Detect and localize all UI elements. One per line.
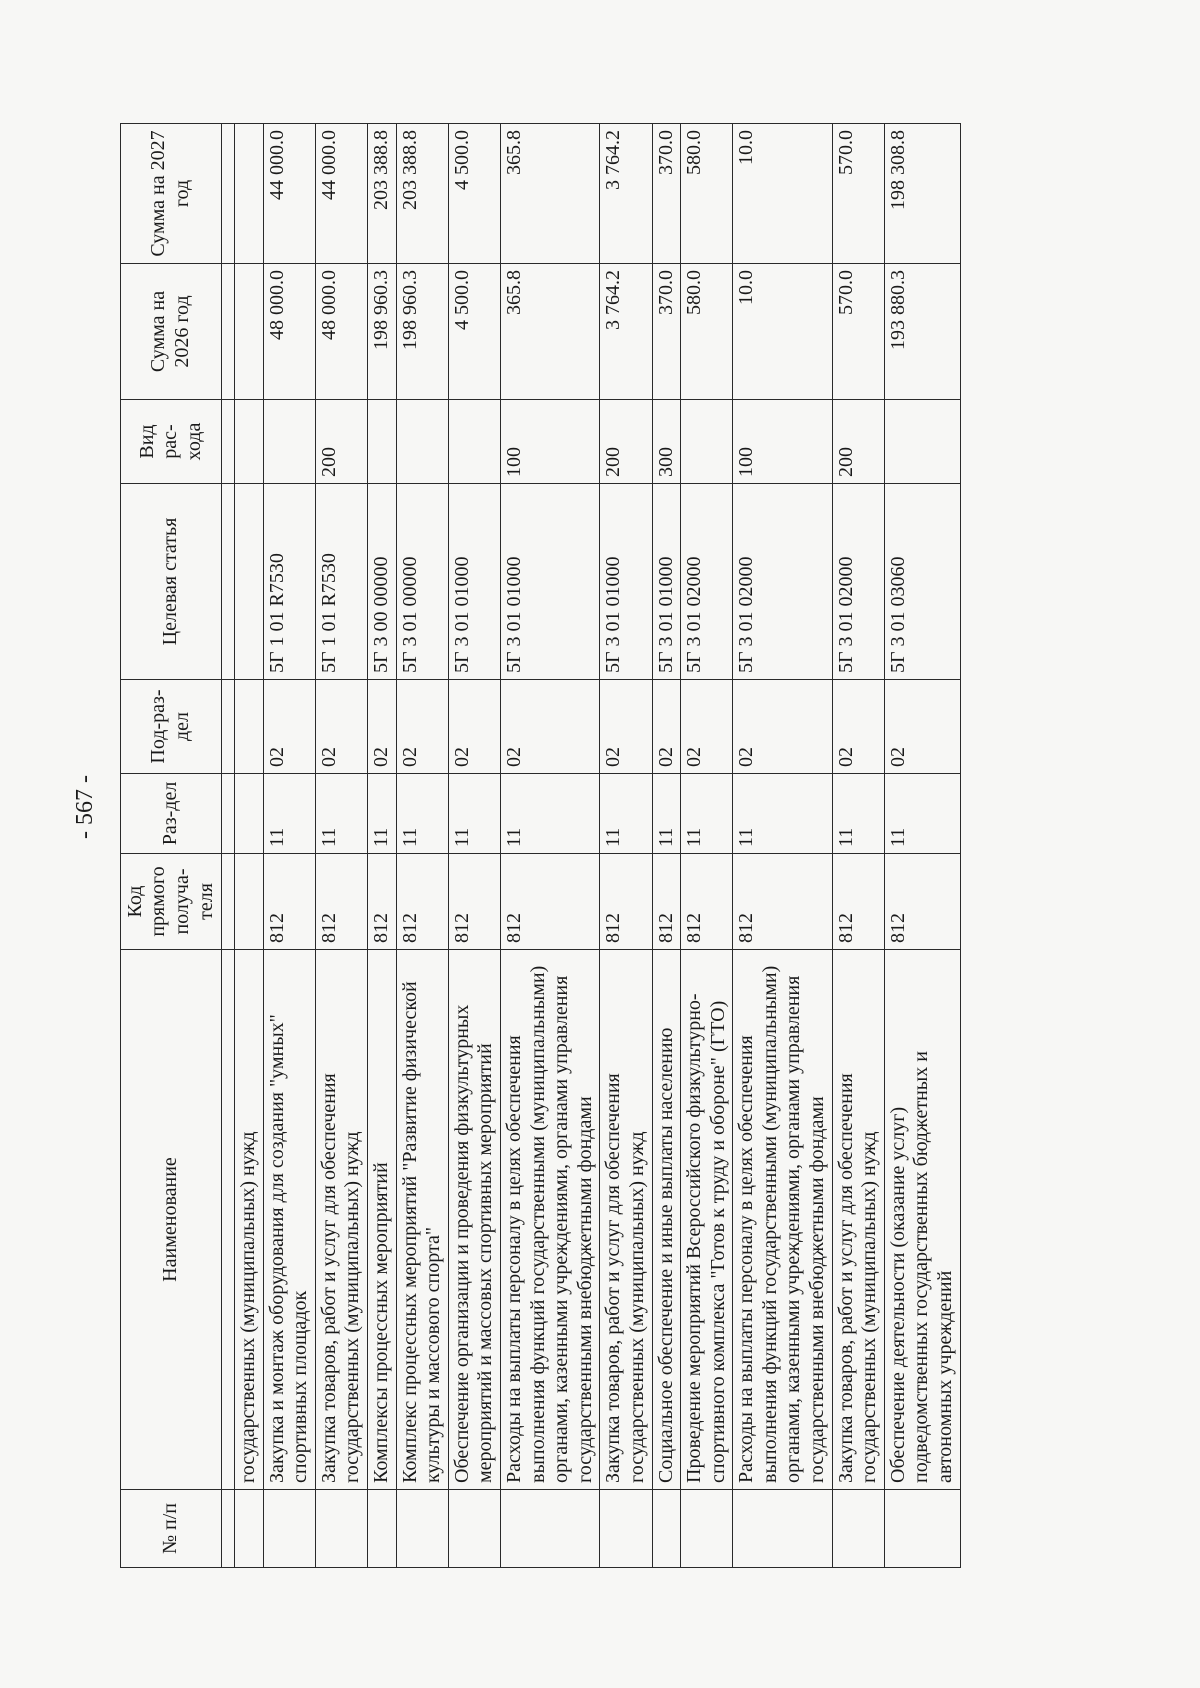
cell-recipient-code: 812 — [367, 854, 396, 950]
cell-target-article: 5Г 3 01 01000 — [500, 484, 599, 680]
cell-razdel: 11 — [884, 774, 960, 854]
cell-sum-2027: 4 500.0 — [448, 124, 500, 264]
table-row — [396, 124, 448, 1568]
cell-razdel: 11 — [448, 774, 500, 854]
cell-recipient-code — [235, 854, 264, 950]
cell-number — [733, 1490, 832, 1568]
cell-expense-type — [884, 400, 960, 484]
header-podrazdel: Под-раз-дел — [121, 680, 222, 774]
cell-target-article — [235, 484, 264, 680]
cell-recipient-code: 812 — [600, 854, 652, 950]
cell-expense-type — [448, 400, 500, 484]
cell-sum-2027: 3 764.2 — [600, 124, 652, 264]
cell-number — [448, 1490, 500, 1568]
cell-target-article: 5Г 1 01 R7530 — [263, 484, 315, 680]
cell-target-article: 5Г 3 01 01000 — [652, 484, 681, 680]
cell-sum-2026: 365.8 — [500, 264, 599, 400]
cell-recipient-code: 812 — [500, 854, 599, 950]
table-row — [733, 124, 832, 1568]
cell-expense-type — [367, 400, 396, 484]
cell-number — [235, 1490, 264, 1568]
cell-podrazdel: 02 — [367, 680, 396, 774]
cell-sum-2026: 570.0 — [832, 264, 884, 400]
cell-sum-2026: 10.0 — [733, 264, 832, 400]
cell-podrazdel: 02 — [500, 680, 599, 774]
cell-target-article: 5Г 3 01 02000 — [681, 484, 733, 680]
cell-sum-2026: 580.0 — [681, 264, 733, 400]
cell-sum-2026: 198 960.3 — [396, 264, 448, 400]
cell-sum-2027: 580.0 — [681, 124, 733, 264]
cell-podrazdel — [235, 680, 264, 774]
cell-razdel — [235, 774, 264, 854]
cell-number — [884, 1490, 960, 1568]
cell-recipient-code: 812 — [681, 854, 733, 950]
table-row — [600, 124, 652, 1568]
cell-target-article: 5Г 3 01 02000 — [733, 484, 832, 680]
table-row — [315, 124, 367, 1568]
cell-sum-2027: 365.8 — [500, 124, 599, 264]
table-row — [448, 124, 500, 1568]
cell-expense-type — [263, 400, 315, 484]
cell-target-article: 5Г 3 01 01000 — [448, 484, 500, 680]
cell-podrazdel: 02 — [832, 680, 884, 774]
spacer-row — [222, 124, 235, 1568]
rotated-table-container — [120, 124, 1060, 1568]
cell-podrazdel: 02 — [600, 680, 652, 774]
cell-target-article: 5Г 3 01 02000 — [832, 484, 884, 680]
header-number: № п/п — [121, 1490, 222, 1568]
cell-name: Комплекс процессных мероприятий "Развитие физической культуры и массового спорта" — [396, 950, 448, 1490]
cell-number — [367, 1490, 396, 1568]
cell-sum-2027: 570.0 — [832, 124, 884, 264]
cell-razdel: 11 — [733, 774, 832, 854]
header-sum-2027: Сумма на 2027 год — [121, 124, 222, 264]
cell-podrazdel: 02 — [396, 680, 448, 774]
table-row — [681, 124, 733, 1568]
cell-target-article: 5Г 3 01 03060 — [884, 484, 960, 680]
cell-razdel: 11 — [396, 774, 448, 854]
table-row — [832, 124, 884, 1568]
cell-sum-2027: 10.0 — [733, 124, 832, 264]
cell-number — [263, 1490, 315, 1568]
header-razdel: Раз-дел — [121, 774, 222, 854]
cell-sum-2027: 44 000.0 — [263, 124, 315, 264]
cell-recipient-code: 812 — [315, 854, 367, 950]
cell-sum-2027 — [235, 124, 264, 264]
cell-razdel: 11 — [681, 774, 733, 854]
table-header-row — [121, 124, 222, 1568]
cell-podrazdel: 02 — [315, 680, 367, 774]
table-row — [652, 124, 681, 1568]
table-row — [500, 124, 599, 1568]
cell-expense-type — [396, 400, 448, 484]
cell-name: Комплексы процессных мероприятий — [367, 950, 396, 1490]
cell-recipient-code: 812 — [396, 854, 448, 950]
cell-razdel: 11 — [652, 774, 681, 854]
header-expense-type: Вид рас-хода — [121, 400, 222, 484]
cell-razdel: 11 — [263, 774, 315, 854]
cell-name: Проведение мероприятий Всероссийского физкультурно-спортивного комплекса "Готов к труду и обороне" (ГТО) — [681, 950, 733, 1490]
cell-razdel: 11 — [500, 774, 599, 854]
cell-sum-2027: 203 388.8 — [367, 124, 396, 264]
cell-expense-type: 200 — [832, 400, 884, 484]
cell-podrazdel: 02 — [652, 680, 681, 774]
page-number: - 567 - — [72, 775, 98, 839]
cell-sum-2027: 44 000.0 — [315, 124, 367, 264]
cell-podrazdel: 02 — [681, 680, 733, 774]
cell-expense-type: 200 — [315, 400, 367, 484]
cell-expense-type — [681, 400, 733, 484]
cell-name: Расходы на выплаты персоналу в целях обеспечения выполнения функций государственными (муниципальными) органами, казенными учреждениями, органами управления государственными внебюджетными фондами — [733, 950, 832, 1490]
cell-sum-2027: 370.0 — [652, 124, 681, 264]
cell-recipient-code: 812 — [263, 854, 315, 950]
cell-sum-2026: 193 880.3 — [884, 264, 960, 400]
cell-name: Закупка товаров, работ и услуг для обеспечения государственных (муниципальных) нужд — [600, 950, 652, 1490]
cell-sum-2026: 48 000.0 — [315, 264, 367, 400]
cell-razdel: 11 — [367, 774, 396, 854]
cell-name: Закупка и монтаж оборудования для создания "умных" спортивных площадок — [263, 950, 315, 1490]
cell-expense-type: 100 — [733, 400, 832, 484]
cell-razdel: 11 — [600, 774, 652, 854]
cell-name: Обеспечение деятельности (оказание услуг) подведомственных государственных бюджетных и автономных учреждений — [884, 950, 960, 1490]
budget-table — [120, 123, 961, 1568]
cell-name: Социальное обеспечение и иные выплаты населению — [652, 950, 681, 1490]
cell-name: Закупка товаров, работ и услуг для обеспечения государственных (муниципальных) нужд — [832, 950, 884, 1490]
cell-number — [681, 1490, 733, 1568]
table-row — [263, 124, 315, 1568]
header-target-article: Целевая статья — [121, 484, 222, 680]
cell-recipient-code: 812 — [652, 854, 681, 950]
cell-sum-2026: 48 000.0 — [263, 264, 315, 400]
cell-sum-2026 — [235, 264, 264, 400]
cell-name: Обеспечение организации и проведения физкультурных мероприятий и массовых спортивных мероприятий — [448, 950, 500, 1490]
table-row — [884, 124, 960, 1568]
cell-sum-2027: 198 308.8 — [884, 124, 960, 264]
cell-podrazdel: 02 — [733, 680, 832, 774]
cell-expense-type: 200 — [600, 400, 652, 484]
cell-podrazdel: 02 — [448, 680, 500, 774]
cell-target-article: 5Г 3 01 01000 — [600, 484, 652, 680]
cell-razdel: 11 — [315, 774, 367, 854]
header-recipient-code: Код прямого получа-теля — [121, 854, 222, 950]
cell-target-article: 5Г 3 00 00000 — [367, 484, 396, 680]
cell-sum-2026: 370.0 — [652, 264, 681, 400]
cell-expense-type — [235, 400, 264, 484]
table-body — [222, 124, 961, 1568]
cell-target-article: 5Г 1 01 R7530 — [315, 484, 367, 680]
cell-sum-2027: 203 388.8 — [396, 124, 448, 264]
cell-name: Закупка товаров, работ и услуг для обеспечения государственных (муниципальных) нужд — [315, 950, 367, 1490]
cell-sum-2026: 3 764.2 — [600, 264, 652, 400]
cell-sum-2026: 4 500.0 — [448, 264, 500, 400]
header-name: Наименование — [121, 950, 222, 1490]
table-row — [367, 124, 396, 1568]
cell-number — [396, 1490, 448, 1568]
cell-number — [832, 1490, 884, 1568]
cell-podrazdel: 02 — [884, 680, 960, 774]
cell-recipient-code: 812 — [832, 854, 884, 950]
cell-number — [315, 1490, 367, 1568]
cell-name: Расходы на выплаты персоналу в целях обеспечения выполнения функций государственными (муниципальными) органами, казенными учреждениями, органами управления государственными внебюджетными фондами — [500, 950, 599, 1490]
cell-expense-type: 100 — [500, 400, 599, 484]
cell-recipient-code: 812 — [884, 854, 960, 950]
cell-podrazdel: 02 — [263, 680, 315, 774]
cell-number — [652, 1490, 681, 1568]
cell-sum-2026: 198 960.3 — [367, 264, 396, 400]
header-sum-2026: Сумма на 2026 год — [121, 264, 222, 400]
cell-recipient-code: 812 — [733, 854, 832, 950]
cell-expense-type: 300 — [652, 400, 681, 484]
table-row — [235, 124, 264, 1568]
cell-recipient-code: 812 — [448, 854, 500, 950]
cell-razdel: 11 — [832, 774, 884, 854]
cell-number — [500, 1490, 599, 1568]
cell-number — [600, 1490, 652, 1568]
cell-target-article: 5Г 3 01 00000 — [396, 484, 448, 680]
cell-name: государственных (муниципальных) нужд — [235, 950, 264, 1490]
